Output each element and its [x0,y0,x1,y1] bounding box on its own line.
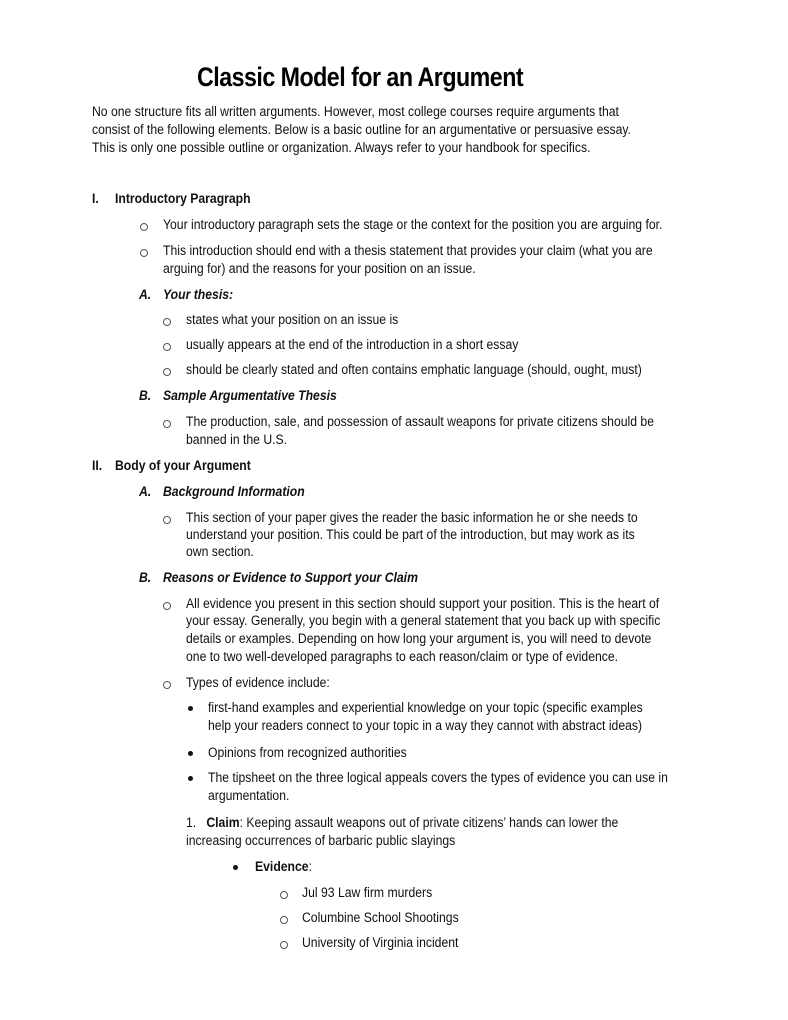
subsection-1a-heading: Your thesis: [163,287,234,303]
section-2-numeral: II. [92,458,103,474]
claim-label: Claim [206,815,240,831]
evidence-type-1-line-2: help your readers connect to your topic in a way they cannot with abstract ideas) [208,718,643,734]
hollow-bullet-icon [140,223,148,231]
subsection-2a-letter: A. [139,484,152,500]
claim-text: : Keeping assault weapons out of private citizens’ hands can lower the [239,815,619,831]
intro-bullet-2-line-2: arguing for) and the reasons for your position on an issue. [163,261,476,277]
sample-thesis-line-2: banned in the U.S. [186,432,288,448]
reasons-line-2: your essay. Generally, you begin with a general statement that you back up with specific [186,613,661,629]
hollow-bullet-icon [163,420,171,428]
evidence-item-1: Jul 93 Law firm murders [302,885,433,901]
intro-bullet-1: Your introductory paragraph sets the stage or the context for the position you are arguing for. [163,217,663,233]
intro-line-1: No one structure fits all written arguments. However, most college courses require arguments that [92,104,619,120]
evidence-type-1-line-1: first-hand examples and experiential knowledge on your topic (specific examples [208,700,643,716]
reasons-line-1: All evidence you present in this section should support your position. This is the heart of [186,596,660,612]
evidence-label: Evidence [255,859,309,875]
types-of-evidence-label: Types of evidence include: [186,675,330,691]
hollow-bullet-icon [163,602,171,610]
section-2-heading: Body of your Argument [115,458,251,474]
claim-line-1 [186,815,618,833]
filled-bullet-icon [188,776,193,781]
evidence-heading [255,859,312,877]
intro-line-3: This is only one possible outline or organization. Always refer to your handbook for specifics. [92,140,591,156]
hollow-bullet-icon [163,516,171,524]
document-title: Classic Model for an Argument [197,62,524,92]
subsection-2b-letter: B. [139,570,152,586]
subsection-2b-heading: Reasons or Evidence to Support your Claim [163,570,418,586]
reasons-line-3: details or examples. Depending on how long your argument is, you will need to devote [186,631,652,647]
section-1-heading: Introductory Paragraph [115,191,251,207]
thesis-bullet-3: should be clearly stated and often contains emphatic language (should, ought, must) [186,362,642,378]
subsection-1a-letter: A. [139,287,152,303]
hollow-bullet-icon [163,681,171,689]
intro-line-2: consist of the following elements. Below is a basic outline for an argumentative or persuasive essay. [92,122,631,138]
background-line-1: This section of your paper gives the reader the basic information he or she needs to [186,510,638,526]
hollow-bullet-icon [163,343,171,351]
thesis-bullet-2: usually appears at the end of the introduction in a short essay [186,337,519,353]
evidence-type-3-line-2: argumentation. [208,788,290,804]
subsection-1b-letter: B. [139,388,152,404]
intro-bullet-2-line-1: This introduction should end with a thesis statement that provides your claim (what you are [163,243,653,259]
hollow-bullet-icon [280,916,288,924]
background-line-2: understand your position. This could be part of the introduction, but may work as its [186,527,635,543]
hollow-bullet-icon [163,368,171,376]
evidence-type-2: Opinions from recognized authorities [208,745,407,761]
filled-bullet-icon [188,751,193,756]
hollow-bullet-icon [163,318,171,326]
claim-line-2: increasing occurrences of barbaric public slayings [186,833,456,849]
section-1-numeral: I. [92,191,99,207]
thesis-bullet-1: states what your position on an issue is [186,312,399,328]
sample-thesis-line-1: The production, sale, and possession of assault weapons for private citizens should be [186,414,655,430]
hollow-bullet-icon [140,249,148,257]
reasons-line-4: one to two well-developed paragraphs to each reason/claim or type of evidence. [186,649,619,665]
evidence-colon: : [308,859,312,875]
background-line-3: own section. [186,544,254,560]
filled-bullet-icon [233,865,238,870]
hollow-bullet-icon [280,891,288,899]
hollow-bullet-icon [280,941,288,949]
filled-bullet-icon [188,706,193,711]
claim-number: 1. [186,815,197,831]
evidence-item-3: University of Virginia incident [302,935,459,951]
subsection-1b-heading: Sample Argumentative Thesis [163,388,337,404]
subsection-2a-heading: Background Information [163,484,305,500]
evidence-type-3-line-1: The tipsheet on the three logical appeals covers the types of evidence you can use in [208,770,668,786]
evidence-item-2: Columbine School Shootings [302,910,459,926]
